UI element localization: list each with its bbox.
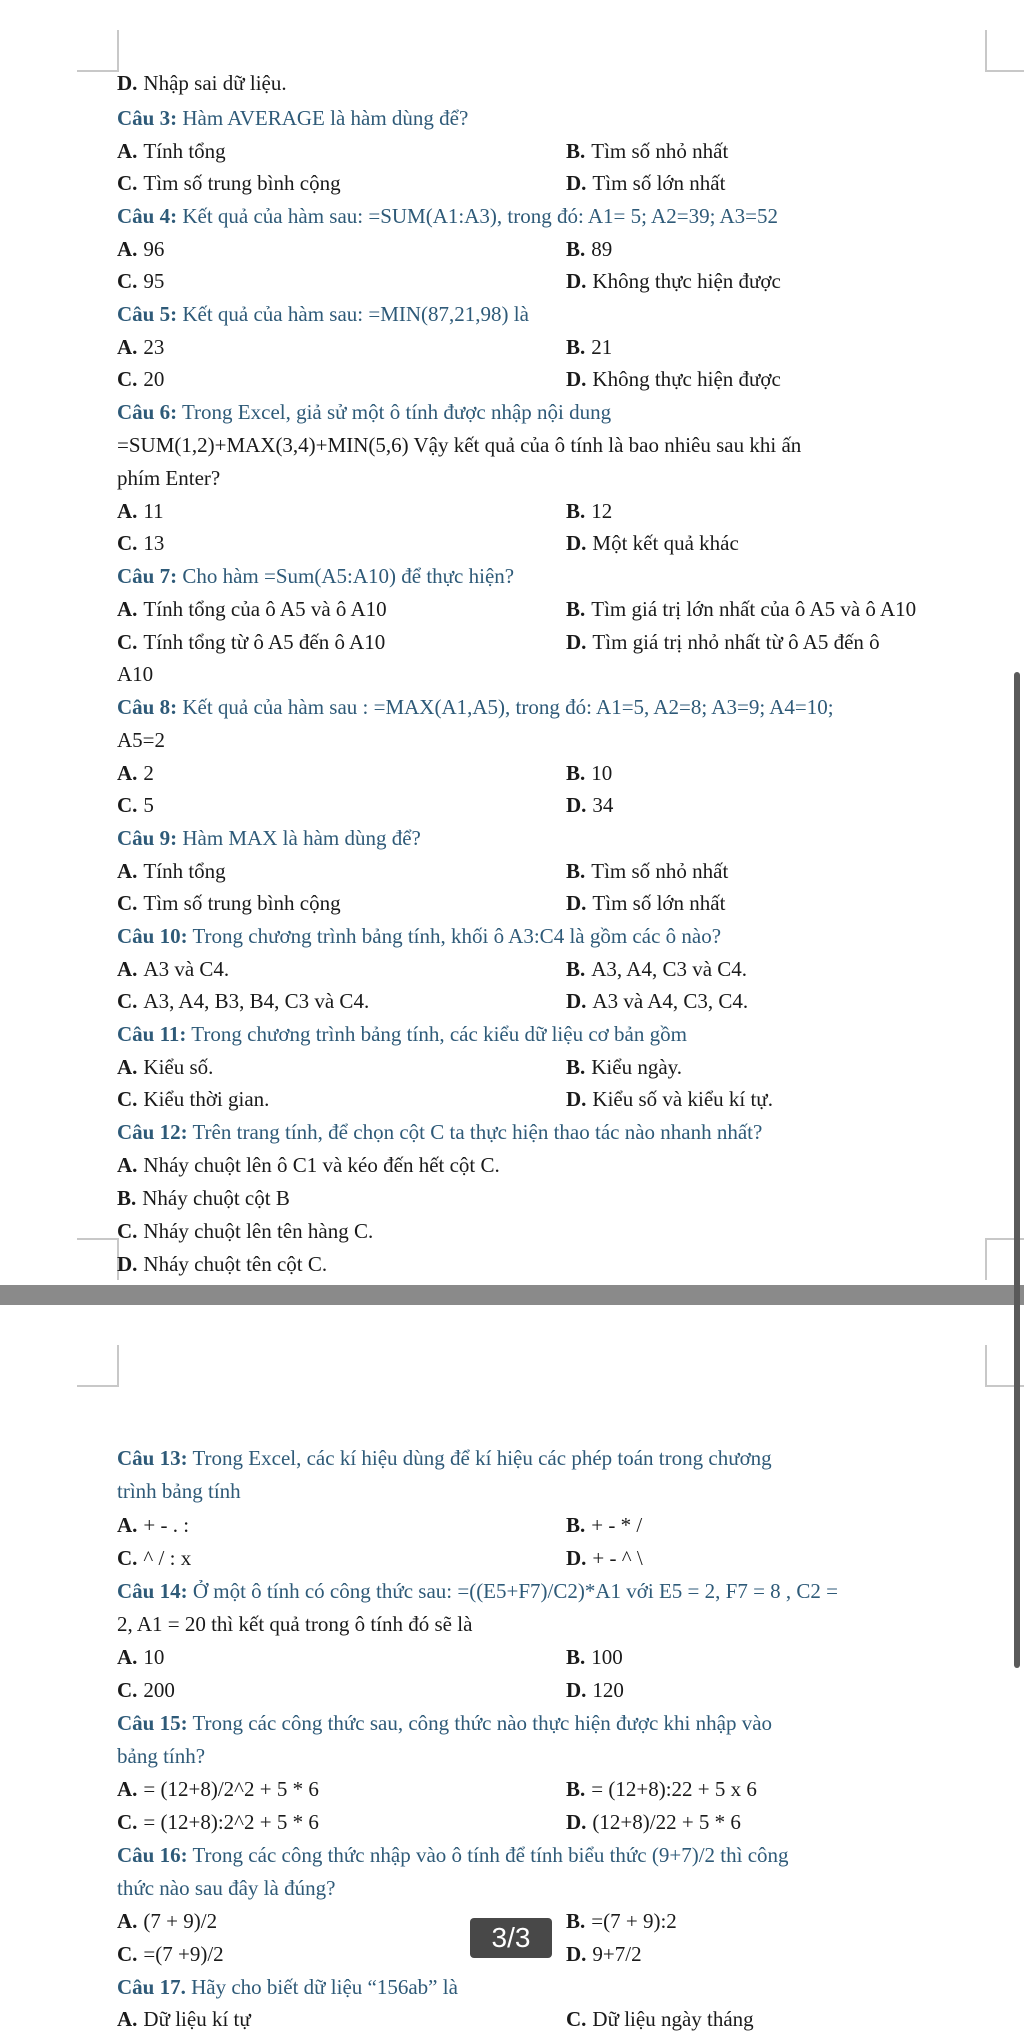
option-text: A3 và C4. <box>143 957 230 981</box>
option-text: Tìm số lớn nhất <box>592 171 726 195</box>
question-number: Câu 8: <box>117 695 178 719</box>
option-key: C. <box>117 1087 138 1111</box>
answer-option <box>117 170 341 196</box>
option-text: + - ^ \ <box>592 1546 643 1570</box>
answer-option <box>566 858 728 884</box>
answer-option <box>117 1545 191 1571</box>
option-key: A. <box>117 761 138 785</box>
option-text: Dữ liệu kí tự <box>143 2007 251 2031</box>
question-number: Câu 3: <box>117 106 178 130</box>
answer-option <box>566 890 725 916</box>
option-text: Tính tổng <box>143 139 226 163</box>
answer-option <box>117 1677 175 1703</box>
question-heading <box>117 1445 772 1471</box>
answer-option <box>566 760 612 786</box>
option-text: 95 <box>143 269 165 293</box>
page-corner-mark <box>77 1345 119 1387</box>
option-key: B. <box>566 1513 586 1537</box>
question-heading <box>117 1842 789 1868</box>
option-text: 23 <box>143 335 165 359</box>
question-number: Câu 13: <box>117 1446 188 1470</box>
answer-option <box>117 760 154 786</box>
option-key: B. <box>566 1055 586 1079</box>
answer-option <box>117 1086 269 1112</box>
answer-option <box>117 956 229 982</box>
answer-option <box>117 1054 213 1080</box>
option-text: 12 <box>591 499 613 523</box>
answer-option <box>566 1677 624 1703</box>
answer-option <box>117 858 226 884</box>
answer-option <box>566 138 728 164</box>
option-text: Tính tổng <box>143 859 226 883</box>
option-text: 120 <box>592 1678 624 1702</box>
answer-option <box>117 366 164 392</box>
answer-option <box>566 2006 754 2032</box>
option-key: B. <box>566 237 586 261</box>
answer-option <box>117 1512 189 1538</box>
option-text: + - . : <box>143 1513 190 1537</box>
question-text: Hãy cho biết dữ liệu “156ab” là <box>185 1975 458 1999</box>
option-text: = (12+8):22 + 5 x 6 <box>591 1777 757 1801</box>
option-text: A3, A4, B3, B4, C3 và C4. <box>143 989 370 1013</box>
option-text: 11 <box>143 499 164 523</box>
option-key: D. <box>566 630 587 654</box>
answer-option <box>566 988 748 1014</box>
option-text: 89 <box>591 237 613 261</box>
option-text: Không thực hiện được <box>592 367 781 391</box>
option-key: B. <box>566 957 586 981</box>
option-key: C. <box>117 630 138 654</box>
answer-option <box>566 1545 643 1571</box>
text-line: phím Enter? <box>117 466 221 490</box>
option-text: 5 <box>143 793 154 817</box>
option-key: C. <box>117 1219 138 1243</box>
question-text: Cho hàm =Sum(A5:A10) để thực hiện? <box>177 564 515 588</box>
option-key: D. <box>566 1810 587 1834</box>
option-text: A3 và A4, C3, C4. <box>592 989 749 1013</box>
answer-option <box>566 1512 642 1538</box>
option-key: C. <box>117 989 138 1013</box>
option-text: 2 <box>143 761 154 785</box>
option-key: C. <box>117 531 138 555</box>
question-heading <box>117 105 468 131</box>
option-text: ^ / : x <box>143 1546 192 1570</box>
question-heading <box>117 923 721 949</box>
option-text: 96 <box>143 237 165 261</box>
answer-option <box>566 1809 741 1835</box>
answer-option <box>117 596 387 622</box>
answer-option <box>566 1086 773 1112</box>
question-heading <box>117 1021 687 1047</box>
answer-option <box>566 1941 642 1967</box>
answer-option <box>117 138 226 164</box>
option-text: Nháy chuột lên ô C1 và kéo đến hết cột C. <box>143 1153 500 1177</box>
option-key: C. <box>117 367 138 391</box>
option-key: D. <box>566 367 587 391</box>
question-heading <box>117 1578 838 1604</box>
option-key: A. <box>117 2007 138 2031</box>
question-text-continued: trình bảng tính <box>117 1479 241 1503</box>
option-key: B. <box>566 859 586 883</box>
option-key: B. <box>566 1777 586 1801</box>
option-key: C. <box>117 269 138 293</box>
option-key: D. <box>566 269 587 293</box>
option-key: C. <box>566 2007 587 2031</box>
option-key: A. <box>117 139 138 163</box>
text-line: 2, A1 = 20 thì kết quả trong ô tính đó sẽ là <box>117 1612 473 1636</box>
answer-option <box>117 1152 500 1178</box>
question-number: Câu 4: <box>117 204 178 228</box>
question-heading <box>117 399 611 425</box>
text-line: A10 <box>117 662 154 686</box>
option-text: Tính tổng của ô A5 và ô A10 <box>143 597 387 621</box>
option-key: C. <box>117 1546 138 1570</box>
option-key: B. <box>566 139 586 163</box>
question-number: Câu 10: <box>117 924 188 948</box>
question-text: Trong các công thức nhập vào ô tính để tính biểu thức (9+7)/2 thì công <box>187 1843 789 1867</box>
option-text: Kiểu ngày. <box>591 1055 683 1079</box>
option-key: D. <box>566 1546 587 1570</box>
option-key: A. <box>117 957 138 981</box>
option-text: =(7 + 9):2 <box>591 1909 677 1933</box>
option-text: Tìm số nhỏ nhất <box>591 139 729 163</box>
option-key: D. <box>566 793 587 817</box>
answer-option <box>117 334 164 360</box>
question-text: Ở một ô tính có công thức sau: =((E5+F7)/C2)*A1 với E5 = 2, F7 = 8 , C2 = <box>187 1579 839 1603</box>
option-key: D. <box>117 71 138 95</box>
option-key: A. <box>117 597 138 621</box>
question-text-continued: bảng tính? <box>117 1744 206 1768</box>
answer-option <box>117 1251 327 1277</box>
page-corner-mark <box>77 1238 119 1280</box>
answer-option <box>566 956 747 982</box>
option-text: 200 <box>143 1678 175 1702</box>
answer-option <box>566 170 725 196</box>
option-text: Tính tổng từ ô A5 đến ô A10 <box>143 630 386 654</box>
option-text: Kiểu số và kiểu kí tự. <box>592 1087 773 1111</box>
option-key: B. <box>566 597 586 621</box>
option-text: 20 <box>143 367 165 391</box>
option-key: C. <box>117 1942 138 1966</box>
question-heading <box>117 1974 458 2000</box>
option-key: D. <box>566 1087 587 1111</box>
answer-option <box>566 1776 757 1802</box>
option-key: A. <box>117 1513 138 1537</box>
question-heading <box>117 694 834 720</box>
option-text: Nhập sai dữ liệu. <box>143 71 287 95</box>
option-text: Nháy chuột cột B <box>142 1186 290 1210</box>
answer-option <box>566 236 612 262</box>
page-separator <box>0 1285 1024 1305</box>
answer-option <box>566 530 739 556</box>
scrollbar-thumb[interactable] <box>1014 672 1020 1668</box>
question-heading <box>117 301 529 327</box>
answer-option <box>566 1644 623 1670</box>
option-text: (7 + 9)/2 <box>143 1909 218 1933</box>
option-key: B. <box>566 761 586 785</box>
option-text: Tìm giá trị lớn nhất của ô A5 và ô A10 <box>591 597 917 621</box>
option-text: Kiểu số. <box>143 1055 214 1079</box>
question-text: Trong chương trình bảng tính, các kiểu dữ liệu cơ bản gồm <box>186 1022 687 1046</box>
answer-option <box>117 1185 290 1211</box>
option-key: C. <box>117 1678 138 1702</box>
option-text: Nháy chuột tên cột C. <box>143 1252 328 1276</box>
option-key: A. <box>117 499 138 523</box>
page-indicator: 3/3 <box>470 1918 552 1958</box>
option-key: B. <box>566 1645 586 1669</box>
option-key: D. <box>117 1252 138 1276</box>
question-number: Câu 17. <box>117 1975 186 1999</box>
answer-option <box>117 1809 319 1835</box>
page-corner-mark <box>77 30 119 72</box>
option-key: A. <box>117 1153 138 1177</box>
answer-option <box>117 268 164 294</box>
question-text: Kết quả của hàm sau: =MIN(87,21,98) là <box>177 302 529 326</box>
option-text: = (12+8):2^2 + 5 * 6 <box>143 1810 319 1834</box>
answer-option <box>117 629 385 655</box>
option-key: A. <box>117 1055 138 1079</box>
answer-option <box>117 1644 164 1670</box>
option-text: 13 <box>143 531 165 555</box>
option-key: A. <box>117 1777 138 1801</box>
question-heading <box>117 1710 772 1736</box>
answer-option <box>566 334 612 360</box>
question-heading <box>117 563 514 589</box>
question-text: Trong Excel, các kí hiệu dùng để kí hiệu các phép toán trong chương <box>187 1446 772 1470</box>
option-text: 9+7/2 <box>592 1942 642 1966</box>
option-key: C. <box>117 171 138 195</box>
option-key: D. <box>566 989 587 1013</box>
option-key: D. <box>566 891 587 915</box>
question-text: Kết quả của hàm sau : =MAX(A1,A5), trong đó: A1=5, A2=8; A3=9; A4=10; <box>177 695 834 719</box>
option-text: Không thực hiện được <box>592 269 781 293</box>
option-text: =(7 +9)/2 <box>143 1942 224 1966</box>
question-number: Câu 5: <box>117 302 178 326</box>
option-key: C. <box>117 1810 138 1834</box>
option-key: B. <box>566 499 586 523</box>
question-number: Câu 16: <box>117 1843 188 1867</box>
option-text: A3, A4, C3 và C4. <box>591 957 748 981</box>
option-text: Tìm số trung bình cộng <box>143 171 341 195</box>
question-text-continued: thức nào sau đây là đúng? <box>117 1876 336 1900</box>
option-text: Tìm số nhỏ nhất <box>591 859 729 883</box>
option-text: Tìm giá trị nhỏ nhất từ ô A5 đến ô <box>592 630 880 654</box>
option-key: C. <box>117 793 138 817</box>
option-key: D. <box>566 1678 587 1702</box>
question-text: Hàm MAX là hàm dùng để? <box>177 826 421 850</box>
answer-option <box>566 596 916 622</box>
question-heading <box>117 1119 762 1145</box>
page-corner-mark <box>985 30 1024 72</box>
question-text: Trong các công thức sau, công thức nào thực hiện được khi nhập vào <box>187 1711 773 1735</box>
text-line: =SUM(1,2)+MAX(3,4)+MIN(5,6) Vậy kết quả của ô tính là bao nhiêu sau khi ấn <box>117 433 802 457</box>
option-text: 10 <box>143 1645 165 1669</box>
question-number: Câu 12: <box>117 1120 188 1144</box>
option-key: A. <box>117 335 138 359</box>
answer-option <box>566 498 612 524</box>
question-heading <box>117 203 778 229</box>
option-text: Tìm số trung bình cộng <box>143 891 341 915</box>
answer-option <box>117 988 369 1014</box>
option-key: A. <box>117 237 138 261</box>
answer-option <box>117 2006 251 2032</box>
option-text: 100 <box>591 1645 623 1669</box>
option-text: (12+8)/22 + 5 * 6 <box>592 1810 741 1834</box>
question-text: Hàm AVERAGE là hàm dùng để? <box>177 106 469 130</box>
option-key: D. <box>566 1942 587 1966</box>
answer-option <box>117 792 154 818</box>
answer-option <box>566 1054 682 1080</box>
answer-option <box>117 1941 224 1967</box>
answer-option <box>117 530 164 556</box>
question-text: Trong chương trình bảng tính, khối ô A3:C4 là gồm các ô nào? <box>187 924 722 948</box>
option-key: B. <box>117 1186 137 1210</box>
answer-option <box>566 629 880 655</box>
question-number: Câu 9: <box>117 826 178 850</box>
answer-option <box>566 366 781 392</box>
option-key: B. <box>566 1909 586 1933</box>
question-text: Trong Excel, giả sử một ô tính được nhập nội dung <box>177 400 612 424</box>
option-key: B. <box>566 335 586 359</box>
option-text: 21 <box>591 335 613 359</box>
option-key: D. <box>566 171 587 195</box>
question-number: Câu 6: <box>117 400 178 424</box>
answer-option <box>117 70 287 96</box>
answer-option <box>117 1908 217 1934</box>
answer-option <box>117 498 164 524</box>
option-key: A. <box>117 1645 138 1669</box>
option-text: Dữ liệu ngày tháng <box>592 2007 754 2031</box>
text-line: A5=2 <box>117 728 166 752</box>
answer-option <box>117 1218 373 1244</box>
option-text: = (12+8)/2^2 + 5 * 6 <box>143 1777 319 1801</box>
question-text: Trên trang tính, để chọn cột C ta thực hiện thao tác nào nhanh nhất? <box>187 1120 763 1144</box>
option-text: 34 <box>592 793 614 817</box>
option-text: Một kết quả khác <box>592 531 739 555</box>
question-text: Kết quả của hàm sau: =SUM(A1:A3), trong đó: A1= 5; A2=39; A3=52 <box>177 204 779 228</box>
option-key: A. <box>117 859 138 883</box>
question-heading <box>117 825 421 851</box>
option-text: Nháy chuột lên tên hàng C. <box>143 1219 374 1243</box>
answer-option <box>117 1776 319 1802</box>
question-number: Câu 14: <box>117 1579 188 1603</box>
answer-option <box>566 1908 677 1934</box>
option-text: Tìm số lớn nhất <box>592 891 726 915</box>
question-number: Câu 15: <box>117 1711 188 1735</box>
option-text: Kiểu thời gian. <box>143 1087 270 1111</box>
answer-option <box>117 890 341 916</box>
question-number: Câu 7: <box>117 564 178 588</box>
answer-option <box>566 268 781 294</box>
answer-option <box>117 236 164 262</box>
option-key: D. <box>566 531 587 555</box>
option-key: A. <box>117 1909 138 1933</box>
option-text: + - * / <box>591 1513 643 1537</box>
question-number: Câu 11: <box>117 1022 187 1046</box>
answer-option <box>566 792 613 818</box>
option-key: C. <box>117 891 138 915</box>
option-text: 10 <box>591 761 613 785</box>
